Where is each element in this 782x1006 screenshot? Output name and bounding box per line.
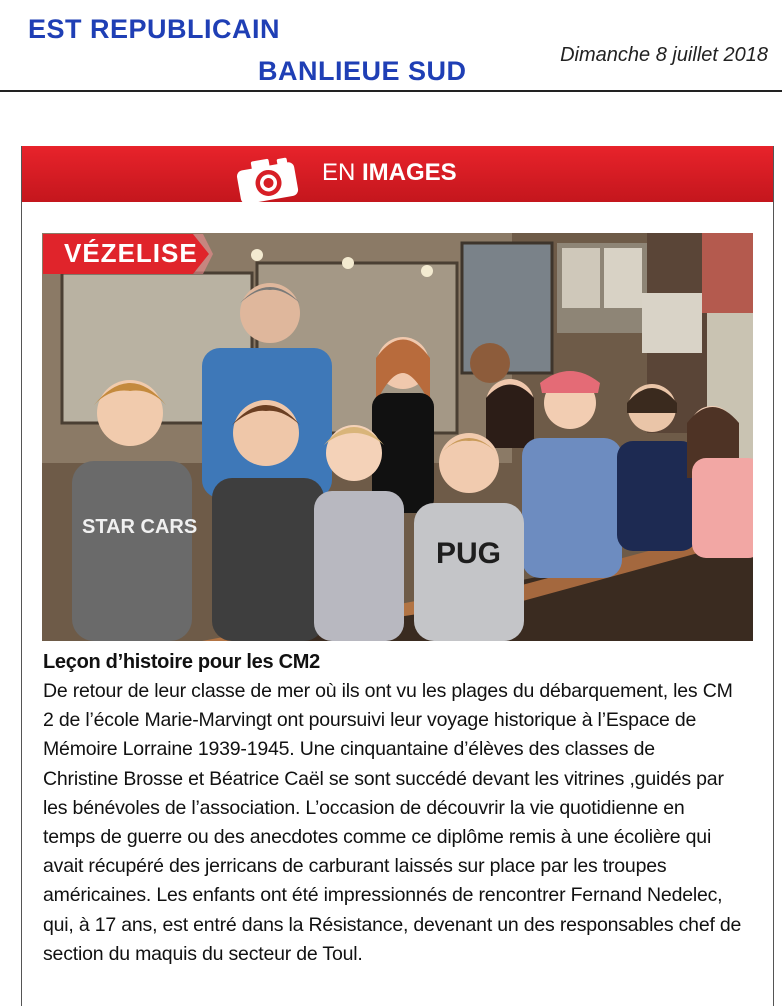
article-photo [42, 233, 753, 641]
masthead-subtitle: BANLIEUE SUD [258, 56, 467, 86]
shirt-text-left: STAR CARS [82, 516, 198, 538]
article-headline: Leçon d’histoire pour les CM2 [43, 651, 320, 673]
photo-illustration [42, 233, 753, 641]
body-line: Mémoire Lorraine 1939-1945. Une cinquantaine d’élèves des classes de [43, 738, 655, 761]
masthead-title: EST REPUBLICAIN [28, 14, 281, 44]
body-line: les bénévoles de l’association. L’occasion de découvrir la vie quotidienne en [43, 796, 685, 819]
body-line: Christine Brosse et Béatrice Caël se sont succédé devant les vitrines ,guidés par [43, 767, 724, 790]
camera-icon [232, 154, 304, 202]
body-line: section du maquis du secteur de Toul. [43, 942, 363, 965]
place-tag [43, 234, 213, 274]
shirt-text-center: PUG [436, 537, 502, 570]
body-line: temps de guerre ou des anecdotes comme ce diplôme remis à une écolière qui [43, 826, 712, 849]
place-label: VÉZELISE [64, 238, 198, 268]
body-line: américaines. Les enfants ont été impressionnés de rencontrer Fernand Nedelec, [43, 884, 723, 907]
banner-prefix: EN [322, 159, 356, 186]
article-body [43, 677, 773, 969]
body-line: 2 de l’école Marie-Marvingt ont poursuivi leur voyage historique à l’Espace de [43, 709, 697, 732]
banner-label-bold: IMAGES [362, 159, 457, 186]
body-line: avait récupéré des jerricans de carburant laissés sur place par les troupes [43, 855, 667, 878]
section-banner [22, 146, 773, 202]
masthead-date: Dimanche 8 juillet 2018 [560, 44, 768, 66]
masthead-rule [0, 90, 782, 92]
body-line: qui, à 17 ans, est entré dans la Résistance, devenant un des responsables chef de [43, 913, 742, 936]
body-line: De retour de leur classe de mer où ils ont vu les plages du débarquement, les CM [43, 680, 733, 702]
banner-label [322, 159, 457, 187]
